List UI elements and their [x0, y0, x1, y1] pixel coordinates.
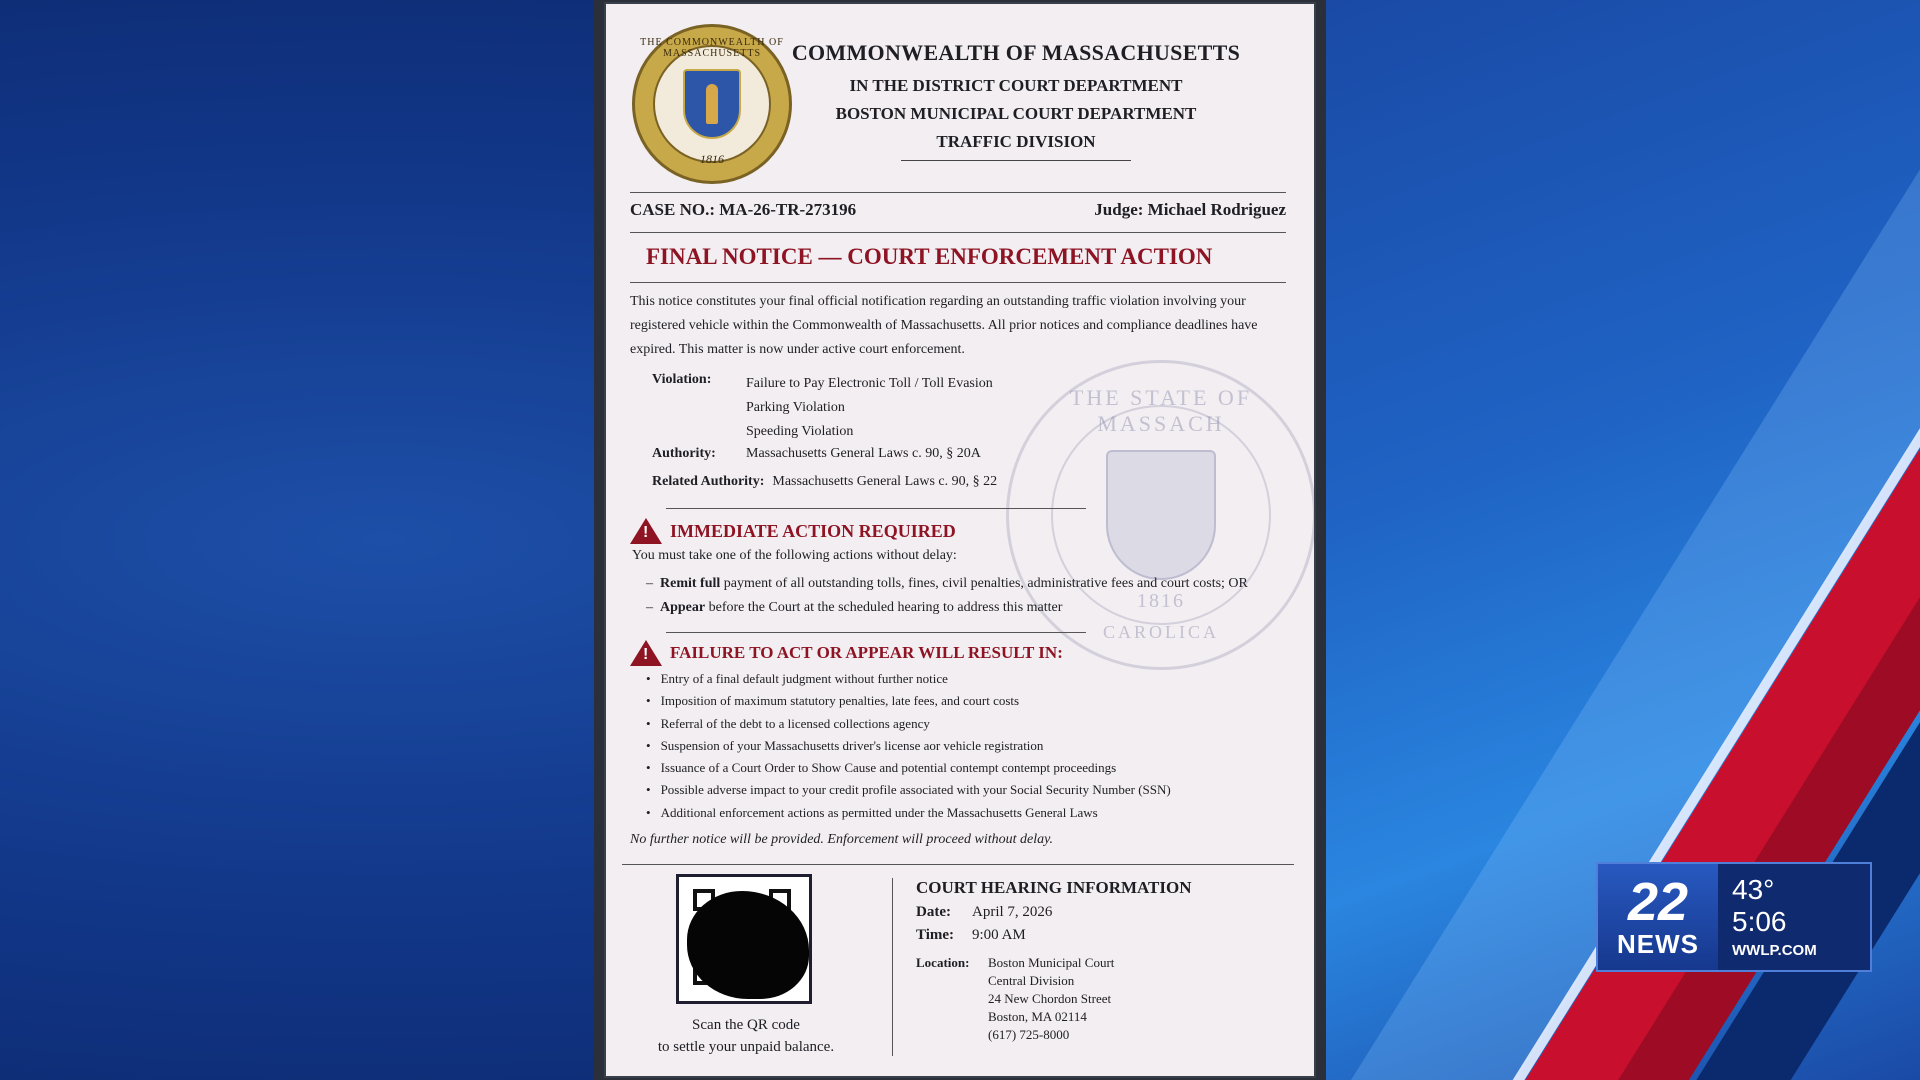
violation-item: Failure to Pay Electronic Toll / Toll Evasion — [746, 376, 993, 391]
case-line — [630, 200, 1286, 220]
hearing-info — [916, 878, 1192, 1044]
header-line-3: BOSTON MUNICIPAL COURT DEPARTMENT — [835, 104, 1197, 123]
location-line: 24 New Chordon Street — [988, 991, 1112, 1006]
action-item-bold: Appear — [660, 600, 706, 615]
news-station-bug — [1596, 862, 1872, 972]
location-line: Boston, MA 02114 — [988, 1009, 1087, 1024]
immediate-action-heading — [630, 518, 956, 544]
notice-title: FINAL NOTICE — COURT ENFORCEMENT ACTION — [646, 244, 1213, 269]
divider — [666, 632, 1086, 633]
location-line: Boston Municipal Court — [988, 955, 1115, 970]
list-item: • Issuance of a Court Order to Show Cause and potential contempt contempt proceedings — [646, 757, 1171, 779]
immediate-action-title: IMMEDIATE ACTION REQUIRED — [670, 520, 956, 541]
list-item: • Additional enforcement actions as permitted under the Massachusetts General Laws — [646, 802, 1171, 824]
judge-name: Judge: Michael Rodriguez — [1094, 200, 1286, 219]
seal-ring-text: THE COMMONWEALTH OF MASSACHUSETTS — [640, 37, 784, 59]
action-item: – Remit full payment of all outstanding tolls, fines, civil penalties, administrative fees and court costs; OR — [646, 576, 1248, 591]
warning-icon: ! — [630, 518, 662, 544]
watermark-bottom-text: CAROLICA — [1102, 622, 1219, 642]
immediate-action-subtitle: You must take one of the following actions without delay: — [632, 548, 957, 563]
location-label: Location: — [916, 955, 970, 970]
no-further-notice: No further notice will be provided. Enforcement will proceed without delay. — [630, 832, 1054, 847]
authority-row — [652, 446, 981, 462]
clock-time: 5:06 — [1732, 906, 1787, 937]
intro-paragraph: This notice constitutes your final official notification regarding an outstanding traffic violation involving your registered vehicle within the Commonwealth of Massachusetts. All prior notices and compliance deadlines have expired. This matter is now under active court enforcement. — [630, 294, 1258, 357]
header-line-2: IN THE DISTRICT COURT DEPARTMENT — [849, 76, 1183, 95]
failure-heading — [630, 640, 1063, 666]
action-item-text: payment of all outstanding tolls, fines, civil penalties, administrative fees and court costs; OR — [720, 576, 1248, 591]
state-seal-watermark-icon — [1006, 360, 1316, 670]
list-item: • Referral of the debt to a licensed collections agency — [646, 713, 1171, 735]
header-rule — [901, 160, 1131, 161]
qr-caption-line-2: to settle your unpaid balance. — [657, 1039, 835, 1055]
qr-caption-line-1: Scan the QR code — [692, 1017, 800, 1033]
divider — [630, 192, 1286, 193]
hearing-time: 9:00 AM — [972, 927, 1026, 943]
divider — [666, 508, 1086, 509]
location-lines — [988, 954, 1114, 1044]
action-list — [646, 572, 1248, 620]
violation-block — [652, 372, 746, 388]
action-item-text: before the Court at the scheduled hearing to address this matter — [705, 600, 1063, 615]
authority-value: Massachusetts General Laws c. 90, § 20A — [746, 446, 981, 461]
violation-item: Speeding Violation — [746, 424, 854, 439]
station-logo — [1598, 864, 1718, 970]
violation-label: Violation: — [652, 372, 712, 387]
action-item-bold: Remit full — [660, 576, 721, 591]
list-item: • Entry of a final default judgment without further notice — [646, 668, 1171, 690]
case-number: CASE NO.: MA-26-TR-273196 — [630, 200, 857, 219]
weather-time-panel — [1718, 864, 1870, 970]
authority-label: Authority: — [652, 446, 716, 461]
header-line-4: TRAFFIC DIVISION — [936, 132, 1096, 151]
divider — [630, 282, 1286, 283]
massachusetts-seal-icon — [632, 24, 792, 184]
temperature: 43° — [1732, 874, 1775, 905]
hearing-location-row — [916, 954, 1192, 1044]
qr-caption — [626, 1014, 866, 1058]
court-notice-document — [604, 2, 1316, 1078]
consequence-list — [646, 668, 1171, 824]
violation-list — [746, 372, 993, 444]
hearing-time-row — [916, 927, 1192, 944]
station-website: WWLP.COM — [1732, 942, 1817, 959]
watermark-year: 1816 — [1137, 590, 1185, 612]
hearing-title: COURT HEARING INFORMATION — [916, 878, 1192, 897]
qr-code[interactable] — [676, 874, 812, 1004]
hearing-date-row — [916, 904, 1192, 921]
related-authority-value: Massachusetts General Laws c. 90, § 22 — [772, 474, 998, 489]
violation-item: Parking Violation — [746, 400, 845, 415]
header-line-1: COMMONWEALTH OF MASSACHUSETTS — [791, 40, 1241, 65]
divider — [630, 232, 1286, 233]
document-header — [776, 40, 1256, 161]
date-label: Date: — [916, 904, 951, 920]
related-authority-row — [652, 474, 997, 490]
failure-title: FAILURE TO ACT OR APPEAR WILL RESULT IN: — [670, 643, 1063, 662]
seal-year: 1816 — [700, 152, 724, 166]
location-line: (617) 725-8000 — [988, 1027, 1070, 1042]
location-line: Central Division — [988, 973, 1075, 988]
list-item: • Imposition of maximum statutory penalties, late fees, and court costs — [646, 690, 1171, 712]
related-authority-label: Related Authority: — [652, 474, 765, 489]
list-item: • Possible adverse impact to your credit profile associated with your Social Security Number (SSN) — [646, 779, 1171, 801]
warning-icon: ! — [630, 640, 662, 666]
time-label: Time: — [916, 927, 955, 943]
document-frame — [594, 0, 1326, 1080]
watermark-top-text: THE STATE OF MASSACH — [1069, 385, 1253, 436]
station-number: 22 — [1627, 871, 1689, 932]
list-item: • Suspension of your Massachusetts driver's license aor vehicle registration — [646, 735, 1171, 757]
divider — [622, 864, 1294, 865]
action-item: – Appear before the Court at the scheduled hearing to address this matter — [646, 600, 1063, 615]
station-word: NEWS — [1617, 928, 1699, 959]
divider — [892, 878, 893, 1056]
hearing-date: April 7, 2026 — [972, 904, 1053, 920]
